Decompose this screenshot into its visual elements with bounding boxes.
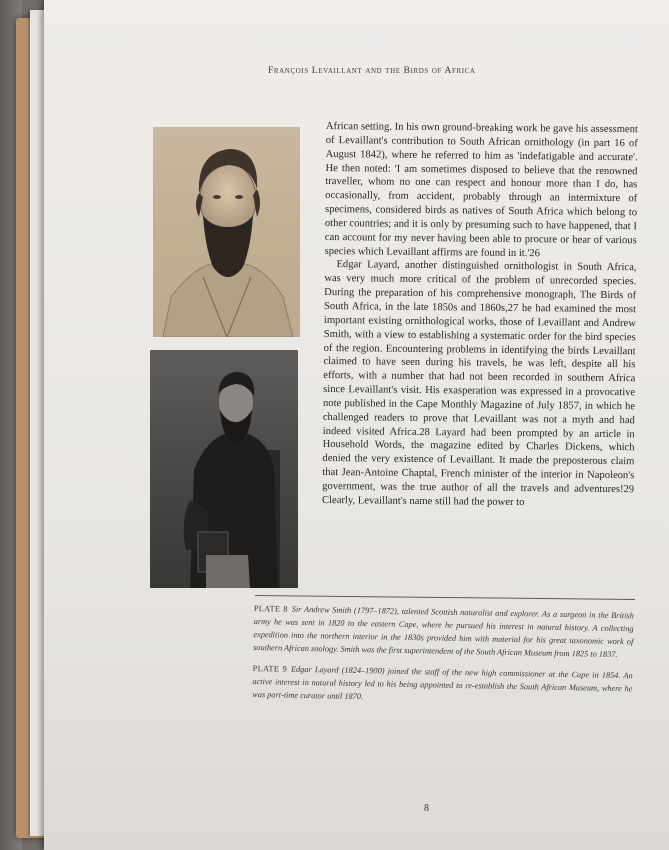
portrait-drawing-icon — [153, 127, 300, 337]
caption-text: Edgar Layard (1824–1900) joined the staff of the new high commissioner at the Cape in 1854. An active interest in natural history led to his being appointed to re-establish the South African Museum, where he was part-time curator until 1870. — [252, 664, 633, 702]
plate-captions — [252, 602, 634, 716]
caption-text: Sir Andrew Smith (1797–1872), talented Scottish naturalist and explorer. As a surgeon in the British army he was sent in 1820 to the eastern Cape, where he pursued his interest in natural history. A collecting expedition into the northern interior in the 1830s provided him with material for his great taxonomic work of southern African zoology. Smith was the first superintendent of the South African Museum from 1825 to 1837. — [253, 604, 634, 659]
page-number: 8 — [424, 803, 429, 814]
body-paragraph: African setting. In his own ground-breaking work he gave his assessment of Levaillant's contribution to South African ornithology (in part 16 of August 1842), where he referred to him as 'indefatigable and accurate'. He then noted: 'I am sometimes disposed to believe that the renowned traveller, whom no one can respect and honour more than I do, has occasionally, from accident, probably through an intermixture of specimens, considered birds as natives of South Africa which belong to other countries; and it is only by presuming such to have happened, that I can account for my never having been able to procure or hear of various species which Levaillant affirms are found in it.'26 — [324, 120, 638, 259]
body-text — [322, 120, 638, 511]
running-head: François Levaillant and the Birds of Africa — [268, 66, 476, 76]
caption-label: PLATE 8 — [253, 603, 288, 614]
body-paragraph: Edgar Layard, another distinguished ornithologist in South Africa, was very much more critical of the problem of unrecorded species. During the preparation of his comprehensive monograph, The Birds of South Africa, in the late 1850s and 1860s,27 he had examined the most important existing ornithological works, those of Levaillant and Andrew Smith, with a view to establishing a systematic order for the bird species of the region. Encountering problems in identifying the birds Levaillant claimed to have seen during his travels, he was left, despite all his efforts, with a number that had not been recorded in southern Africa since Levaillant's visit. His exasperation was expressed in a provocative note published in the Cape Monthly Magazine of July 1857, in which he challenged readers to prove that Levaillant was not a myth and had indeed visited Africa.28 Layard had been prompted by an article in Household Words, the magazine edited by Charles Dickens, which denied the very existence of Levaillant. It made the preposterous claim that Jean-Antoine Chaptal, French minister of the interior in Napoleon's government, was the true author of all the travels and adventures!29 Clearly, Levaillant's name still had the power to — [321, 259, 637, 508]
caption-plate-8 — [253, 602, 634, 661]
seated-figure-icon — [150, 350, 298, 588]
plate-8-portrait — [153, 127, 300, 337]
caption-label: PLATE 9 — [252, 663, 288, 674]
caption-plate-9 — [252, 662, 633, 708]
plate-9-photograph — [150, 350, 298, 588]
